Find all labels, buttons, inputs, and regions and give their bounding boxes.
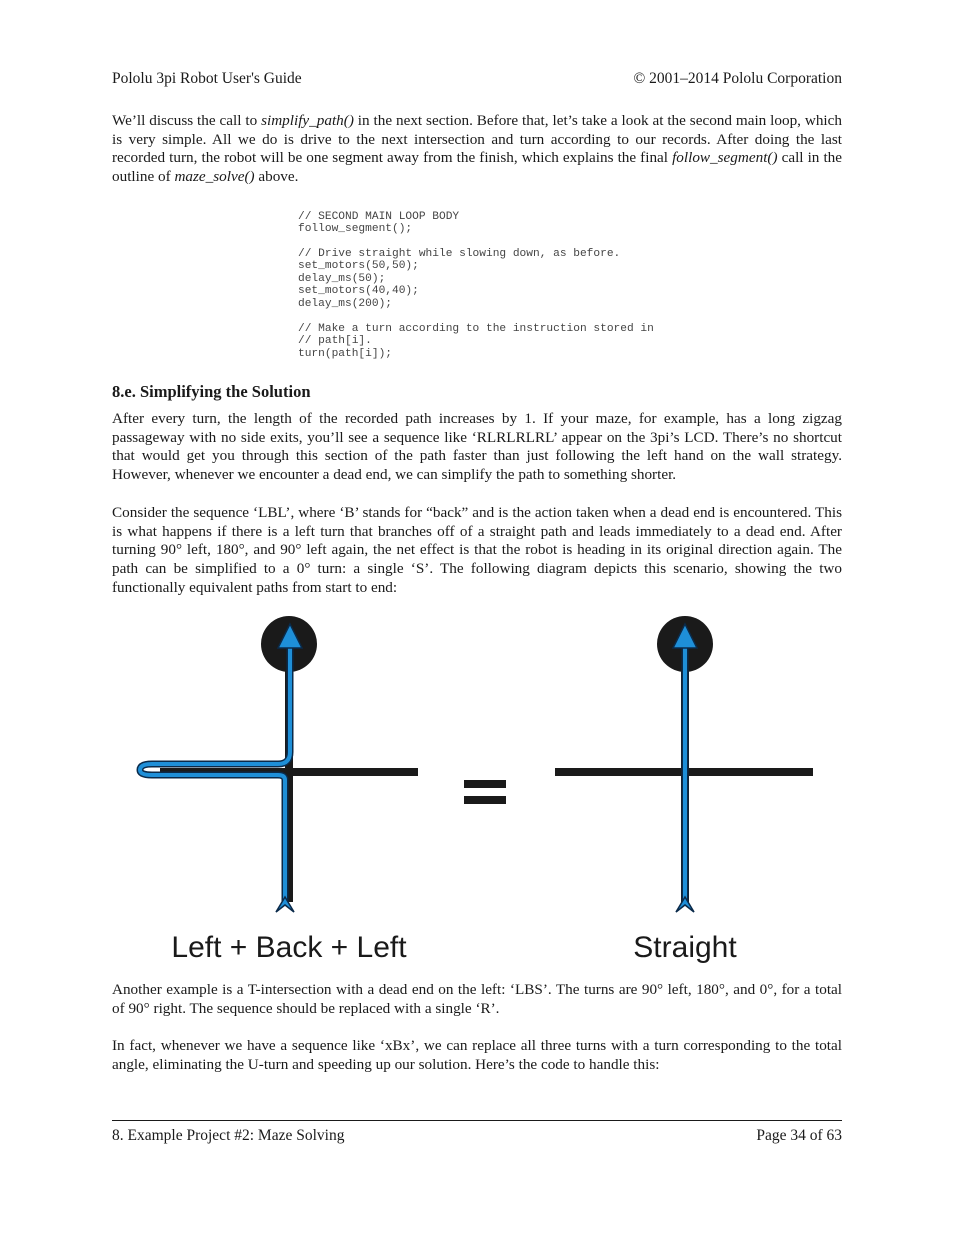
intro-text-3: call in the outline of xyxy=(112,149,842,186)
code-block-1: // SECOND MAIN LOOP BODY follow_segment(); xyxy=(298,211,460,236)
footer-page-number: Page 34 of 63 xyxy=(756,1127,842,1144)
paragraph-2: Consider the sequence ‘LBL’, where ‘B’ stands for “back” and is the action taken when a dead end is encountered. This is what happens if there is a left turn that branches off of a straight path and leads immediately to a dead end. After turning 90° left, 180°, and 90° left again, the net effect is that the robot is heading in its original direction again. The path can be simplified to a 0° turn: a single ‘S’. The following diagram depicts this scenario, showing the two functionally equivalent paths from start to end: xyxy=(112,504,842,596)
equals-sign xyxy=(464,780,506,804)
code-block-3: // Make a turn according to the instruction stored in // path[i]. turn(path[i]); xyxy=(298,323,654,360)
fn-maze-solve: maze_solve() xyxy=(174,168,255,186)
footer-divider xyxy=(112,1120,842,1121)
code-block-2: // Drive straight while slowing down, as before. set_motors(50,50); delay_ms(50); set_motors(40,40); delay_ms(200); xyxy=(298,248,621,310)
page-footer xyxy=(112,1126,842,1146)
fn-follow-segment: follow_segment() xyxy=(672,149,778,167)
section-title: 8.e. Simplifying the Solution xyxy=(112,382,311,401)
right-intersection xyxy=(555,616,813,912)
header-doc-title: Pololu 3pi Robot User's Guide xyxy=(112,70,302,87)
left-intersection xyxy=(140,616,418,912)
intro-paragraph xyxy=(112,112,842,187)
paragraph-3: Another example is a T-intersection with a dead end on the left: ‘LBS’. The turns are 90° left, 180°, and 0°, for a total of 90° right. The sequence should be replaced with a single ‘R’. xyxy=(112,981,842,1017)
page-header xyxy=(112,69,842,89)
fn-simplify-path: simplify_path() xyxy=(261,112,354,129)
header-copyright: © 2001–2014 Pololu Corporation xyxy=(633,70,842,87)
intro-text-4: above. xyxy=(254,168,299,186)
right-arrow-tail-icon xyxy=(676,897,694,912)
intro-text-2: in the next section. Before that, let’s take a look at the second main loop, which is very simple. All we do is drive to the next intersection and turn according to our records. After doing the last recorded turn, the robot will be one segment away from the finish, which explains the final xyxy=(112,112,842,167)
maze-diagram-svg xyxy=(130,612,830,972)
paragraph-4: In fact, whenever we have a sequence like ‘xBx’, we can replace all three turns with a turn corresponding to the total angle, eliminating the U-turn and speeding up our solution. Here’s the code to handle this: xyxy=(112,1037,842,1073)
paragraph-1: After every turn, the length of the recorded path increases by 1. If your maze, for example, has a long zigzag passageway with no side exits, you’ll see a sequence like ‘RLRLRLRL’ appear on the 3pi’s LCD. There’s no shortcut that would get you through this section of the path faster than just following the left hand on the wall strategy. However, whenever we encounter a dead end, we can simplify the path to something shorter. xyxy=(112,410,842,484)
left-caption: Left + Back + Left xyxy=(171,931,407,964)
intro-text-1: We’ll discuss the call to xyxy=(112,112,262,129)
maze-diagram xyxy=(130,612,830,977)
right-caption: Straight xyxy=(633,931,737,964)
footer-chapter: 8. Example Project #2: Maze Solving xyxy=(112,1127,345,1144)
